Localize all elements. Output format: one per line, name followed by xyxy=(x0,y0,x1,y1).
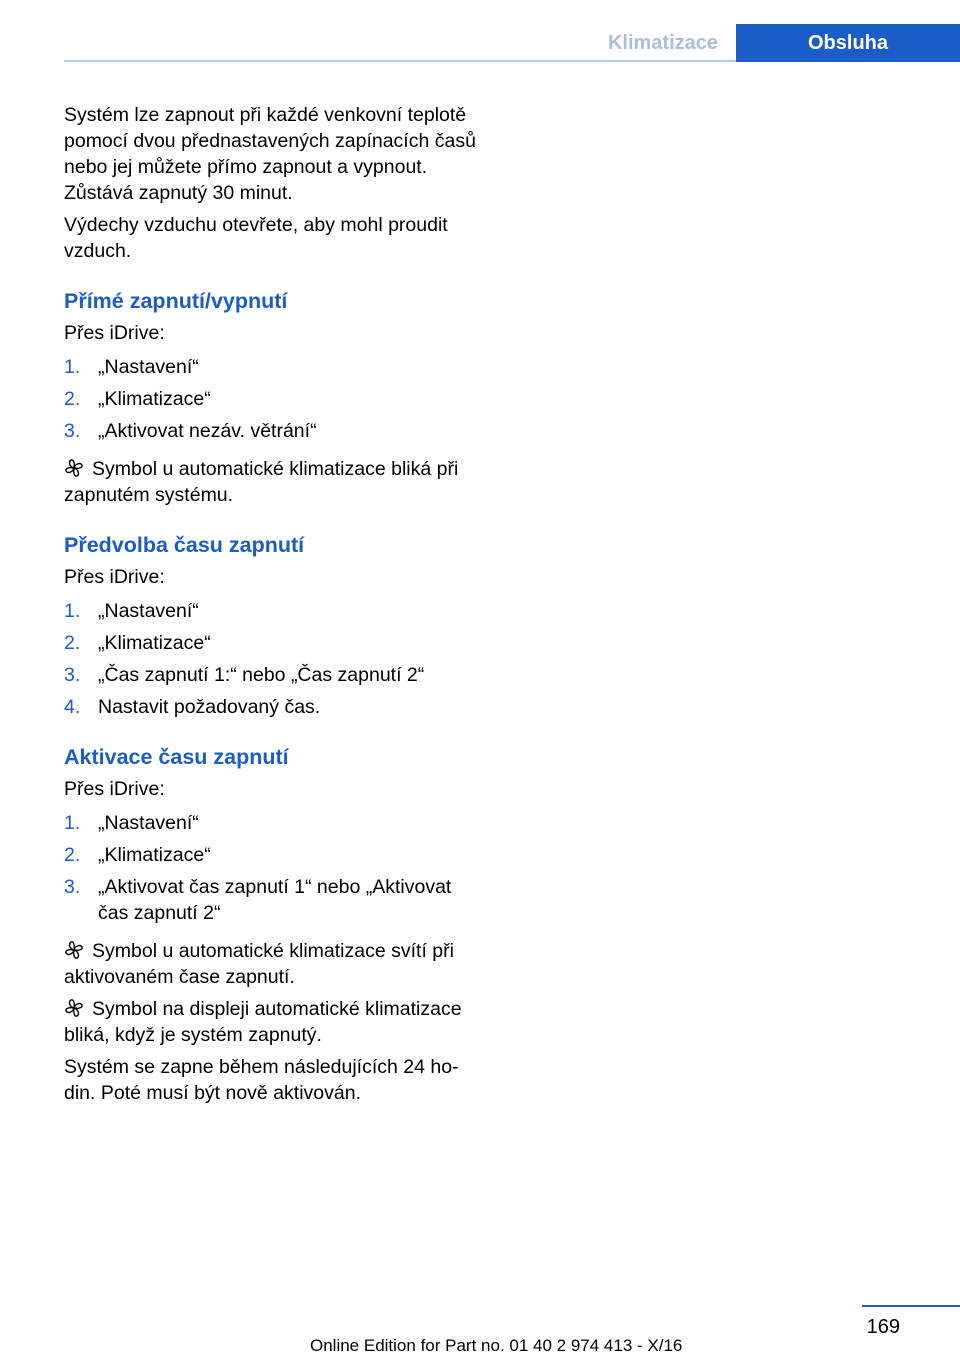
note-paragraph xyxy=(64,938,480,990)
step-text: Nastavit požadovaný čas. xyxy=(98,696,321,718)
step-text: „Klimatizace“ xyxy=(98,632,211,654)
step-number: 3. xyxy=(64,420,81,442)
fan-icon xyxy=(64,458,84,478)
step-number: 1. xyxy=(64,356,81,378)
list-item xyxy=(64,386,480,412)
page-number: 169 xyxy=(866,1316,900,1338)
note-text: Symbol na displeji automatické klimatizace bliká, když je systém zapnutý. xyxy=(64,998,462,1046)
step-number: 4. xyxy=(64,696,81,718)
step-number: 3. xyxy=(64,664,81,686)
step-number: 1. xyxy=(64,600,81,622)
step-number: 3. xyxy=(64,876,81,898)
list-item xyxy=(64,630,480,656)
fan-icon xyxy=(64,940,84,960)
note-text: Symbol u automatické klimatizace bliká při zapnutém systému. xyxy=(64,458,459,506)
intro-paragraph: Systém lze zapnout při každé venkovní teplotě pomocí dvou přednastavených zapínacích časů nebo jej můžete přímo zapnout a vypnout. Zůstává zapnutý 30 minut. xyxy=(64,104,476,204)
list-item xyxy=(64,354,480,380)
step-list xyxy=(64,810,480,926)
step-number: 2. xyxy=(64,844,81,866)
section-heading: Aktivace času zapnutí xyxy=(64,745,289,769)
footer-rule xyxy=(862,1305,960,1307)
list-item xyxy=(64,662,480,688)
section-heading: Předvolba času zapnutí xyxy=(64,533,305,557)
step-number: 1. xyxy=(64,812,81,834)
list-item xyxy=(64,598,480,624)
step-list xyxy=(64,598,480,720)
step-text: „Čas zapnutí 1:“ nebo „Čas zapnutí 2“ xyxy=(98,664,425,686)
list-item xyxy=(64,418,480,444)
step-number: 2. xyxy=(64,388,81,410)
fan-icon xyxy=(64,998,84,1018)
note-paragraph xyxy=(64,996,480,1048)
step-text: „Aktivovat čas zapnutí 1“ nebo „Aktivovat čas zapnutí 2“ xyxy=(98,876,452,924)
closing-paragraph: Systém se zapne během následujících 24 ho‐ din. Poté musí být nově aktivován. xyxy=(64,1056,459,1104)
step-text: „Nastavení“ xyxy=(98,600,199,622)
section-lead: Přes iDrive: xyxy=(64,778,165,800)
list-item xyxy=(64,810,480,836)
note-text: Symbol u automatické klimatizace svítí při aktivovaném čase zapnutí. xyxy=(64,940,454,988)
edition-footer: Online Edition for Part no. 01 40 2 974 413 - X/16 xyxy=(310,1336,683,1355)
step-list xyxy=(64,354,480,444)
list-item xyxy=(64,842,480,868)
chapter-tab[interactable]: Obsluha xyxy=(736,24,960,62)
step-text: „Nastavení“ xyxy=(98,356,199,378)
section-tab[interactable]: Klimatizace xyxy=(607,31,719,54)
section-heading: Přímé zapnutí/vypnutí xyxy=(64,289,288,313)
step-text: „Nastavení“ xyxy=(98,812,199,834)
step-text: „Aktivovat nezáv. větrání“ xyxy=(98,420,317,442)
list-item xyxy=(64,694,480,720)
step-number: 2. xyxy=(64,632,81,654)
page-content xyxy=(64,102,480,1112)
section-lead: Přes iDrive: xyxy=(64,322,165,344)
list-item xyxy=(64,874,480,926)
section-lead: Přes iDrive: xyxy=(64,566,165,588)
note-paragraph xyxy=(64,456,480,508)
step-text: „Klimatizace“ xyxy=(98,388,211,410)
intro-paragraph: Výdechy vzduchu otevřete, aby mohl proudit vzduch. xyxy=(64,214,448,262)
step-text: „Klimatizace“ xyxy=(98,844,211,866)
